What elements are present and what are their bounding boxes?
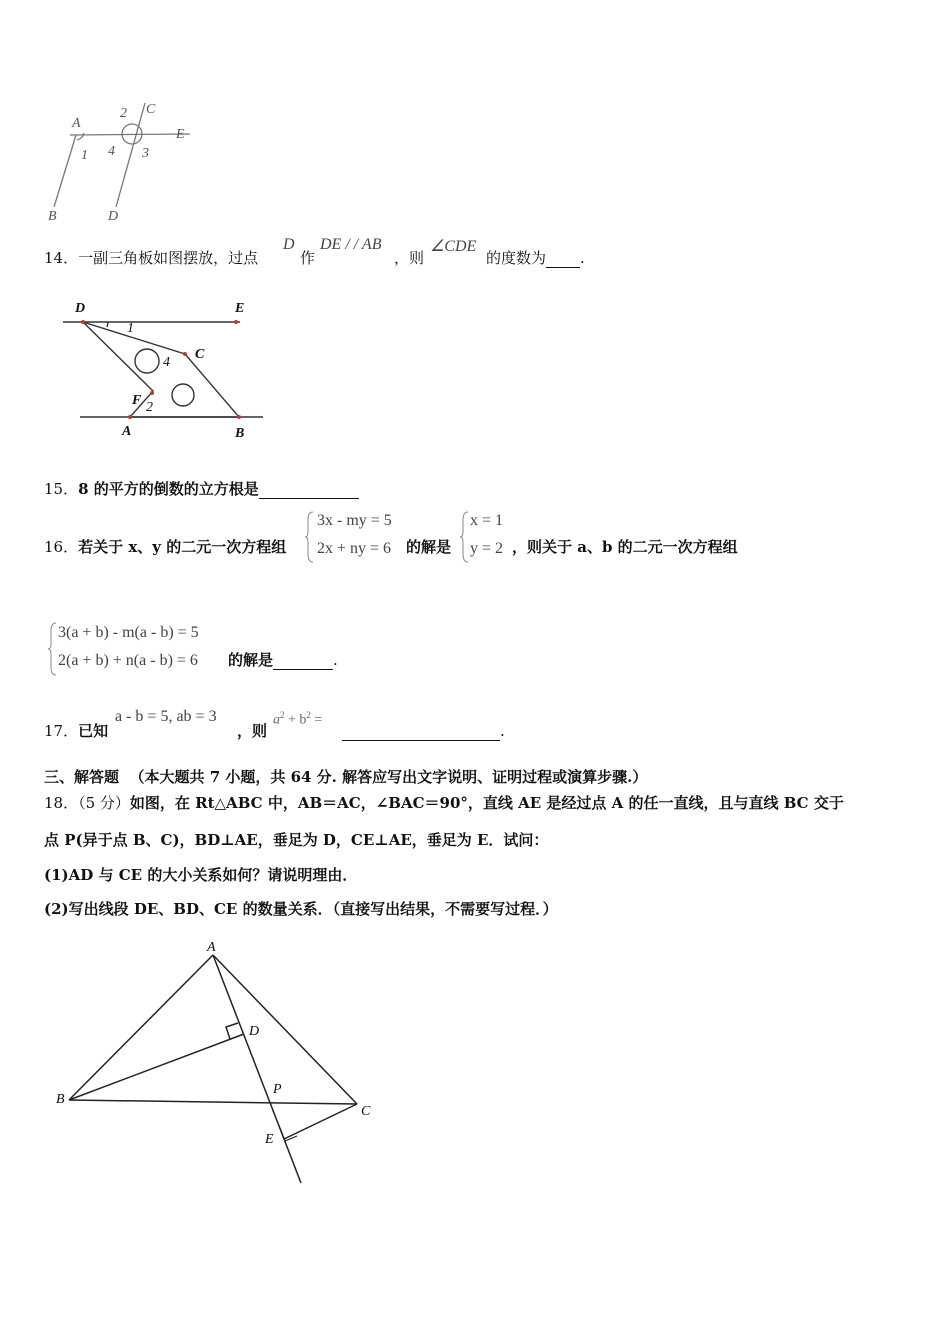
label-d: D — [75, 301, 86, 316]
q18-part-2: (2)写出线段 DE、BD、CE 的数量关系．（直接写出结果，不需要写过程．） — [44, 900, 558, 918]
q16-text-1: 16．若关于 x、y 的二元一次方程组 — [44, 538, 287, 556]
section-3-note: （本大题共 7 小题，共 64 分. 解答应写出文字说明、证明过程或演算步骤.） — [129, 768, 648, 786]
sol-y: y = 2 — [470, 540, 504, 557]
q16-text-2: 的解是 — [406, 538, 452, 556]
q15-text: 8 的平方的倒数的立方根是 — [78, 480, 259, 498]
q17-answer-blank[interactable] — [342, 724, 500, 741]
label-d: D — [249, 1024, 260, 1039]
label-p: P — [273, 1082, 282, 1097]
label-a: A — [72, 116, 81, 131]
section-3-title: 三、解答题 — [44, 768, 120, 786]
q16-text-3: ，则关于 a、b 的二元一次方程组 — [512, 538, 738, 556]
sys1-eq1: 3x - my = 5 — [317, 512, 392, 529]
label-4: 4 — [108, 144, 115, 159]
question-15 — [44, 479, 359, 499]
q14-text-1: 一副三角板如图摆放，过点 — [78, 249, 259, 267]
sys2-eq2: 2(a + b) + n(a - b) = 6 — [58, 652, 198, 669]
section-3-heading — [44, 767, 647, 787]
segment-bd — [69, 1034, 244, 1100]
q17-condition: a - b = 5, ab = 3 — [115, 708, 217, 725]
angle-arc-1 — [107, 322, 108, 327]
angle-arc-1 — [77, 133, 84, 140]
side-bc — [69, 1100, 357, 1104]
label-e: E — [265, 1132, 274, 1147]
right-triangle-figure-18 — [45, 935, 385, 1205]
sys1-eq2: 2x + ny = 6 — [317, 540, 392, 557]
label-b: B — [56, 1092, 65, 1107]
q15-number: 15． — [44, 480, 79, 498]
hole-circle-2 — [172, 384, 194, 406]
q14-math-d: D — [283, 236, 295, 253]
hole-circle-1 — [135, 349, 159, 373]
segment-ce — [284, 1104, 357, 1139]
question-14 — [44, 248, 258, 268]
q14-math-de-ab: DE / / AB — [320, 236, 382, 253]
q17-text-2: ，则 — [237, 722, 268, 740]
q14-text-2: 作 — [300, 249, 316, 267]
q18-line-2: 点 P(异于点 B、C)，BD⊥AE，垂足为 D，CE⊥AE，垂足为 E．试问： — [44, 831, 549, 849]
label-b: B — [48, 209, 57, 224]
label-c: C — [146, 102, 156, 117]
sys2-eq1: 3(a + b) - m(a - b) = 5 — [58, 624, 199, 641]
q15-answer-blank[interactable] — [259, 482, 359, 499]
label-d: D — [108, 209, 119, 224]
line-ae — [70, 134, 190, 135]
question-18: 18．（5 分）如图，在 Rt△ABC 中，AB＝AC，∠BAC＝90°，直线 AE 是经过点 A 的任一直线，且与直线 BC 交于 — [44, 794, 844, 812]
q14-number: 14． — [44, 249, 79, 267]
question-17: 17．已知 — [44, 722, 109, 740]
side-ab — [69, 955, 213, 1100]
label-c: C — [361, 1104, 371, 1119]
q16-answer-blank[interactable] — [273, 653, 333, 670]
q17-answer: . — [342, 721, 505, 741]
q14-math-angle-cde: ∠CDE — [430, 238, 477, 255]
label-2: 2 — [146, 400, 153, 415]
label-f: F — [132, 393, 142, 408]
label-1: 1 — [127, 321, 134, 336]
label-1: 1 — [81, 148, 88, 163]
triangle-outline — [83, 322, 239, 417]
q14-text-4: 的度数为 . — [486, 249, 585, 267]
label-e: E — [235, 301, 245, 316]
label-a: A — [122, 424, 132, 439]
triangle-set-figure-14 — [55, 292, 275, 447]
label-b: B — [235, 426, 245, 441]
q14-text-3: ，则 — [394, 249, 425, 267]
angle-figure-13 — [40, 95, 210, 230]
label-2: 2 — [120, 106, 127, 121]
q17-expression: $a^2 + b^2$ = — [273, 710, 323, 728]
label-a: A — [207, 940, 216, 955]
label-c: C — [195, 347, 205, 362]
line-ae — [213, 955, 301, 1183]
label-4: 4 — [163, 355, 170, 370]
label-e: E — [176, 127, 185, 142]
side-ac — [213, 955, 357, 1104]
line-ab — [54, 135, 76, 207]
sol-x: x = 1 — [470, 512, 504, 529]
label-3: 3 — [142, 146, 149, 161]
q18-part-1: (1)AD 与 CE 的大小关系如何？请说明理由． — [44, 866, 358, 884]
q14-answer-blank[interactable] — [546, 251, 580, 268]
q16-text-4: 的解是 . — [228, 651, 338, 669]
